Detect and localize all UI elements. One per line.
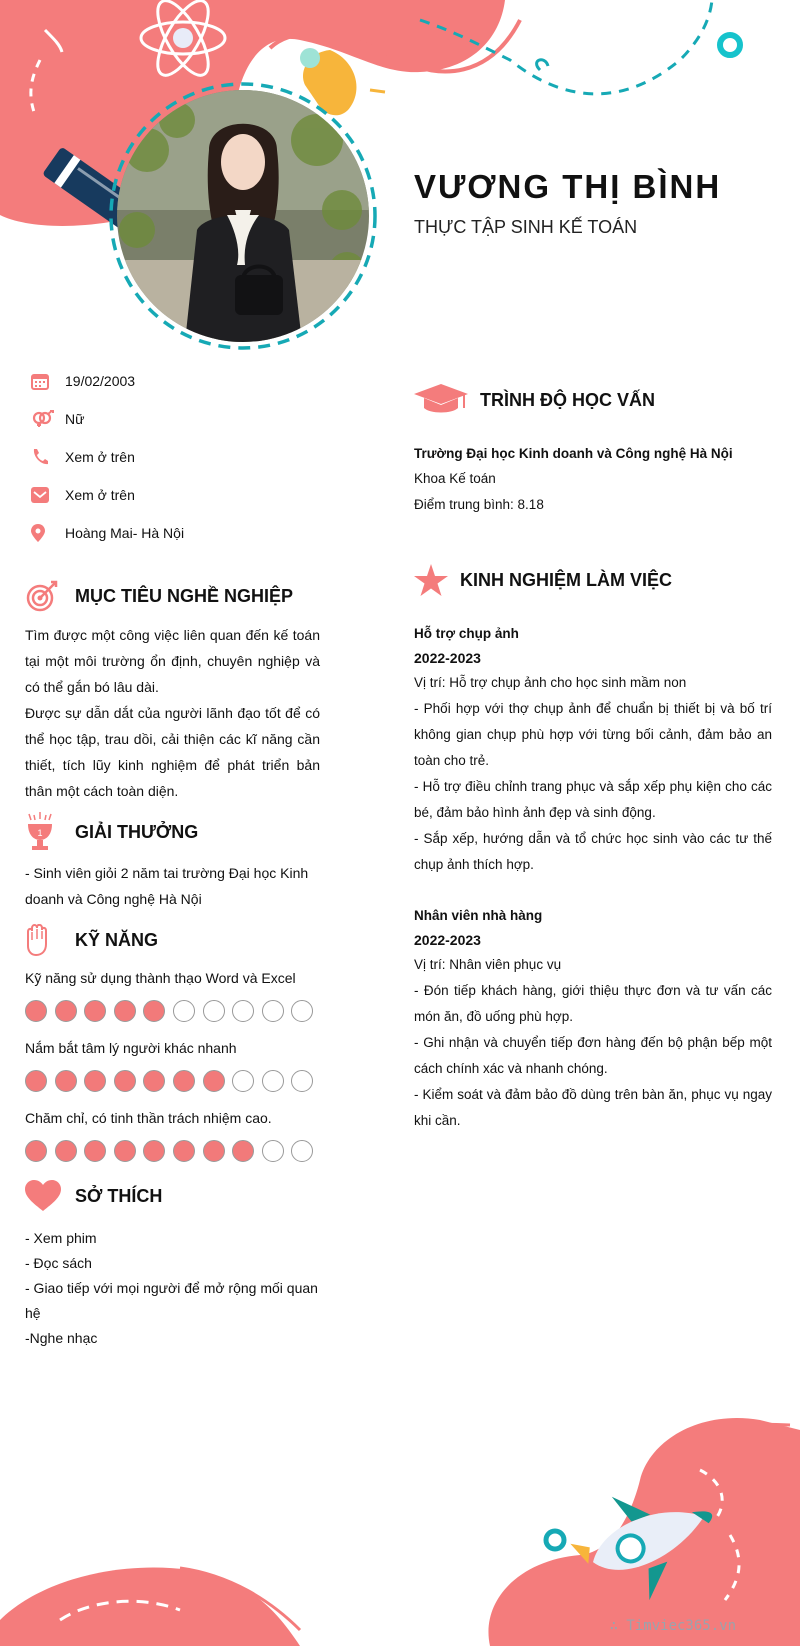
rating-dot-filled: [114, 1070, 136, 1092]
rating-dot-filled: [25, 1070, 47, 1092]
awards-text: - Sinh viên giỏi 2 năm tai trường Đại học Kinh doanh và Công nghệ Hà Nội: [25, 865, 309, 907]
rating-dot-empty: [291, 1070, 313, 1092]
job-company: Nhân viên nhà hàng: [414, 908, 543, 923]
skills-list: [25, 966, 320, 1162]
education-faculty: Khoa Kế toán: [414, 471, 496, 486]
watermark: ∴ Timviec365.vn: [609, 1618, 736, 1634]
rating-dot-empty: [203, 1000, 225, 1022]
gender-icon: [25, 410, 65, 428]
left-column: [25, 373, 320, 1351]
rating-dot-empty: [173, 1000, 195, 1022]
candidate-name: VƯƠNG THỊ BÌNH: [414, 168, 722, 205]
rating-dot-filled: [114, 1000, 136, 1022]
job-line: - Đón tiếp khách hàng, giới thiệu thực đơn và tư vấn các món ăn, đồ uống phù hợp.: [414, 983, 772, 1024]
rating-dot-filled: [55, 1140, 77, 1162]
rating-dot-filled: [232, 1140, 254, 1162]
skills-header: [25, 920, 320, 960]
experience-title: KINH NGHIỆM LÀM VIỆC: [460, 569, 673, 590]
job-line: Vị trí: Nhân viên phục vụ: [414, 957, 562, 972]
experience-header: [414, 560, 772, 600]
trophy-icon: [25, 812, 75, 852]
rating-dot-filled: [84, 1070, 106, 1092]
education-gpa: Điểm trung bình: 8.18: [414, 497, 544, 512]
hobby-item: -Nghe nhạc: [25, 1330, 98, 1346]
awards-header: [25, 812, 320, 852]
contact-list: [25, 362, 320, 552]
rating-dot-filled: [84, 1000, 106, 1022]
gender-text: Nữ: [65, 411, 85, 427]
rating-dot-filled: [143, 1000, 165, 1022]
rating-dot-filled: [25, 1000, 47, 1022]
skill-item: [25, 1036, 320, 1092]
objective-line: Tìm được một công việc liên quan đến kế toán tại một môi trường ổn định, chuyên nghiệp và có thể gắn bó lâu dài.: [25, 627, 320, 695]
candidate-title: THỰC TẬP SINH KẾ TOÁN: [414, 217, 638, 237]
contact-birthday: [25, 362, 320, 400]
objective-line: Được sự dẫn dắt của người lãnh đạo tốt để có thể học tập, trau dồi, cải thiện các kĩ năng cần thiết, tích lũy kinh nghiệm để phát triển bản thân một cách toàn diện.: [25, 705, 320, 799]
education-detail: [414, 442, 772, 518]
skills-title: KỸ NĂNG: [75, 929, 159, 950]
phone-icon: [25, 448, 65, 466]
rating-dot-empty: [262, 1000, 284, 1022]
job-period: 2022-2023: [414, 932, 481, 948]
skill-item: [25, 1106, 320, 1162]
hobby-item: - Đọc sách: [25, 1255, 92, 1271]
right-column: [414, 380, 772, 1134]
rating-dot-filled: [84, 1140, 106, 1162]
rating-dot-empty: [262, 1070, 284, 1092]
email-icon: [25, 487, 65, 503]
birthday-text: 19/02/2003: [65, 373, 136, 389]
rating-dot-filled: [203, 1070, 225, 1092]
education-school: Trường Đại học Kinh doanh và Công nghệ Hà Nội: [414, 446, 733, 461]
rating-dot-filled: [173, 1070, 195, 1092]
phone-text: Xem ở trên: [65, 449, 135, 465]
skill-label: Kỹ năng sử dụng thành thạo Word và Excel: [25, 970, 296, 986]
location-text: Hoàng Mai- Hà Nội: [65, 525, 185, 541]
hobbies-title: SỞ THÍCH: [75, 1185, 163, 1206]
rating-dot-filled: [143, 1070, 165, 1092]
rating-dot-empty: [232, 1000, 254, 1022]
location-icon: [25, 524, 65, 542]
heart-icon: [25, 1176, 75, 1216]
job-period: 2022-2023: [414, 650, 481, 666]
fist-icon: [25, 920, 75, 960]
job-line: - Phối hợp với thợ chụp ảnh để chuẩn bị thiết bị và bố trí không gian chụp phù hợp với từng bối cảnh, đảm bảo an toàn cho trẻ.: [414, 701, 772, 768]
job-line: - Sắp xếp, hướng dẫn và tổ chức học sinh vào các tư thế chụp ảnh thích hợp.: [414, 831, 772, 872]
education-title: TRÌNH ĐỘ HỌC VẤN: [480, 389, 655, 410]
rating-dot-filled: [55, 1070, 77, 1092]
rating-dot-empty: [262, 1140, 284, 1162]
job-company: Hỗ trợ chụp ảnh: [414, 626, 519, 641]
rating-dot-filled: [55, 1000, 77, 1022]
svg-text:1: 1: [37, 828, 43, 838]
contact-email: [25, 476, 320, 514]
skill-item: [25, 966, 320, 1022]
rating-dot-empty: [232, 1070, 254, 1092]
skill-rating: [25, 1000, 320, 1022]
hobbies-list: [25, 1226, 320, 1351]
hobbies-header: [25, 1176, 320, 1216]
objective-header: [25, 576, 320, 616]
contact-phone: [25, 438, 320, 476]
job-line: Vị trí: Hỗ trợ chụp ảnh cho học sinh mầm non: [414, 675, 687, 690]
rating-dot-empty: [291, 1000, 313, 1022]
skill-rating: [25, 1140, 320, 1162]
objective-text: [25, 622, 320, 804]
objective-title: MỤC TIÊU NGHỀ NGHIỆP: [75, 585, 294, 606]
awards-title: GIẢI THƯỞNG: [75, 821, 199, 842]
rating-dot-empty: [291, 1140, 313, 1162]
skill-label: Nắm bắt tâm lý người khác nhanh: [25, 1040, 237, 1056]
contact-location: [25, 514, 320, 552]
job-line: - Ghi nhận và chuyển tiếp đơn hàng đến bộ phận bếp một cách chính xác và nhanh chóng.: [414, 1035, 772, 1076]
star-icon: [414, 560, 460, 600]
rating-dot-filled: [25, 1140, 47, 1162]
profile-photo: [117, 90, 369, 342]
job-line: - Kiểm soát và đảm bảo đồ dùng trên bàn ăn, phục vụ ngay khi cần.: [414, 1087, 772, 1128]
contact-gender: [25, 400, 320, 438]
calendar-icon: [25, 372, 65, 390]
email-text: Xem ở trên: [65, 487, 135, 503]
rating-dot-filled: [143, 1140, 165, 1162]
skill-rating: [25, 1070, 320, 1092]
graduation-cap-icon: [414, 380, 480, 420]
rating-dot-filled: [173, 1140, 195, 1162]
education-header: [414, 380, 772, 420]
rating-dot-filled: [203, 1140, 225, 1162]
rating-dot-filled: [114, 1140, 136, 1162]
job-line: - Hỗ trợ điều chỉnh trang phục và sắp xếp phụ kiện cho các bé, đảm bảo hình ảnh đẹp và sinh động.: [414, 779, 772, 820]
hobby-item: - Xem phim: [25, 1230, 97, 1246]
skill-label: Chăm chỉ, có tinh thần trách nhiệm cao.: [25, 1110, 272, 1126]
hobby-item: - Giao tiếp với mọi người để mở rộng mối quan hệ: [25, 1280, 318, 1321]
experience-job: [414, 904, 772, 1134]
experience-job: [414, 622, 772, 878]
target-icon: [25, 576, 75, 616]
